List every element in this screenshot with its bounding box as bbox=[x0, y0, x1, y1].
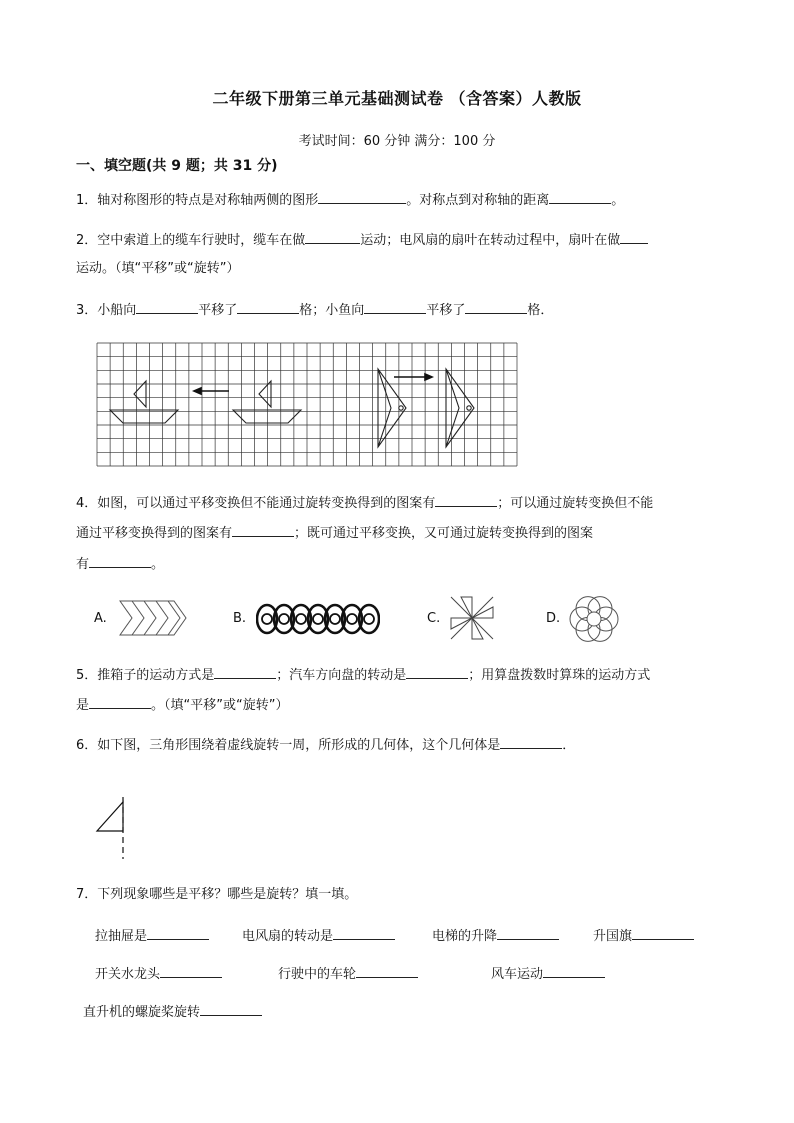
q5-blank-1[interactable] bbox=[214, 664, 276, 679]
boat-2-sail bbox=[259, 381, 271, 407]
q4-blank-2[interactable] bbox=[232, 522, 294, 537]
question-7-intro: 7．下列现象哪些是平移？哪些是旋转？填一填。 bbox=[76, 887, 358, 902]
q2-text-b: 运动；电风扇的扇叶在转动过程中，扇叶在做 bbox=[360, 233, 621, 248]
question-5-line-2 bbox=[76, 694, 288, 716]
q4-text-c: 通过平移变换得到的图案有 bbox=[76, 526, 233, 541]
q4-text-a: 4．如图，可以通过平移变换但不能通过旋转变换得到的图案有 bbox=[76, 496, 436, 511]
question-4-line-1 bbox=[76, 492, 653, 514]
q4-text-e: 有 bbox=[76, 557, 90, 572]
q3-blank-3[interactable] bbox=[364, 299, 426, 314]
q7-item-windmill: 风车运动 bbox=[491, 963, 605, 985]
q7-blank-7[interactable] bbox=[543, 963, 605, 978]
option-a-label: A. bbox=[94, 611, 107, 626]
question-2-line-2: 运动。（填“平移”或“旋转”） bbox=[76, 261, 240, 276]
fish-2-eye bbox=[467, 406, 471, 410]
question-3 bbox=[76, 299, 553, 321]
q7-blank-3[interactable] bbox=[497, 925, 559, 940]
boat-1-hull bbox=[110, 410, 178, 423]
q3-text-b: 平移了 bbox=[198, 303, 238, 318]
q7-item-drawer: 拉抽屉是 bbox=[95, 925, 209, 947]
q7-blank-4[interactable] bbox=[632, 925, 694, 940]
exam-info: 考试时间：60 分钟 满分：100 分 bbox=[298, 134, 496, 149]
boat-1-sail bbox=[134, 381, 146, 407]
question-4-line-2 bbox=[76, 522, 593, 544]
q7-item-helicopter: 直升机的螺旋桨旋转 bbox=[83, 1001, 262, 1023]
question-1 bbox=[76, 189, 624, 211]
triangle-rotation-figure bbox=[92, 797, 132, 859]
q1-text-b: 。对称点到对称轴的距离 bbox=[406, 193, 550, 208]
grid-lines bbox=[97, 343, 517, 466]
boat-fish-grid-figure bbox=[96, 342, 518, 467]
q1-blank-1[interactable] bbox=[318, 189, 406, 204]
q5-blank-2[interactable] bbox=[406, 664, 468, 679]
question-6 bbox=[76, 734, 575, 756]
option-b-label: B. bbox=[233, 611, 247, 626]
q7-blank-5[interactable] bbox=[160, 963, 222, 978]
q2-text-a: 2．空中索道上的缆车行驶时，缆车在做 bbox=[76, 233, 306, 248]
q2-blank-1[interactable] bbox=[305, 229, 360, 244]
arrow-left-head bbox=[194, 388, 201, 394]
question-2-line-1 bbox=[76, 229, 648, 251]
q5-text-e: 。（填“平移”或“旋转”） bbox=[151, 698, 289, 713]
q3-blank-2[interactable] bbox=[237, 299, 299, 314]
q3-text-e: 格． bbox=[527, 303, 554, 318]
q7-blank-2[interactable] bbox=[333, 925, 395, 940]
fish-1 bbox=[378, 369, 406, 447]
q5-text-c: ；用算盘拨数时算珠的运动方式 bbox=[468, 668, 651, 683]
question-5-line-1 bbox=[76, 664, 650, 686]
fish-1-eye bbox=[399, 406, 403, 410]
option-a-chevron-pattern bbox=[118, 599, 190, 637]
fish-2 bbox=[446, 369, 474, 447]
q3-blank-1[interactable] bbox=[136, 299, 198, 314]
q4-blank-1[interactable] bbox=[435, 492, 497, 507]
q7-item-wheel: 行驶中的车轮 bbox=[278, 963, 418, 985]
q2-blank-2[interactable] bbox=[620, 229, 648, 244]
q1-text-a: 1．轴对称图形的特点是对称轴两侧的图形 bbox=[76, 193, 319, 208]
option-c-pinwheel-pattern bbox=[449, 595, 495, 641]
q3-text-a: 3．小船向 bbox=[76, 303, 137, 318]
q4-text-d: ；既可通过平移变换，又可通过旋转变换得到的图案 bbox=[294, 526, 594, 541]
q3-blank-4[interactable] bbox=[465, 299, 527, 314]
q4-text-b: ；可以通过旋转变换但不能 bbox=[497, 496, 654, 511]
q7-blank-8[interactable] bbox=[200, 1001, 262, 1016]
q7-item-flag: 升国旗 bbox=[593, 925, 694, 947]
q3-text-d: 平移了 bbox=[426, 303, 466, 318]
option-c-label: C. bbox=[427, 611, 441, 626]
option-d-petal-pattern bbox=[568, 593, 620, 645]
q7-item-faucet: 开关水龙头 bbox=[95, 963, 222, 985]
q4-text-f: 。 bbox=[151, 557, 165, 572]
q5-text-a: 5．推箱子的运动方式是 bbox=[76, 668, 215, 683]
q5-blank-3[interactable] bbox=[89, 694, 151, 709]
q1-blank-2[interactable] bbox=[549, 189, 611, 204]
page-title: 二年级下册第三单元基础测试卷 （含答案）人教版 bbox=[212, 89, 582, 108]
q7-blank-1[interactable] bbox=[147, 925, 209, 940]
q7-item-elevator: 电梯的升降 bbox=[432, 925, 559, 947]
q6-text-a: 6．如下图，三角形围绕着虚线旋转一周，所形成的几何体，这个几何体是 bbox=[76, 738, 501, 753]
q7-blank-6[interactable] bbox=[356, 963, 418, 978]
q7-item-fan: 电风扇的转动是 bbox=[242, 925, 395, 947]
arrow-right-head bbox=[425, 374, 432, 380]
right-triangle bbox=[97, 802, 123, 831]
section-heading: 一、填空题(共 9 题；共 31 分) bbox=[76, 158, 278, 174]
boat-2-hull bbox=[233, 410, 301, 423]
q6-text-b: ． bbox=[562, 738, 576, 753]
option-d-label: D. bbox=[546, 611, 561, 626]
q6-blank-1[interactable] bbox=[500, 734, 562, 749]
question-4-line-3 bbox=[76, 553, 164, 575]
q5-text-b: ；汽车方向盘的转动是 bbox=[276, 668, 407, 683]
q4-blank-3[interactable] bbox=[89, 553, 151, 568]
q3-text-c: 格；小鱼向 bbox=[299, 303, 365, 318]
q5-text-d: 是 bbox=[76, 698, 90, 713]
q1-text-c: 。 bbox=[611, 193, 625, 208]
option-b-chain-pattern bbox=[256, 602, 380, 636]
